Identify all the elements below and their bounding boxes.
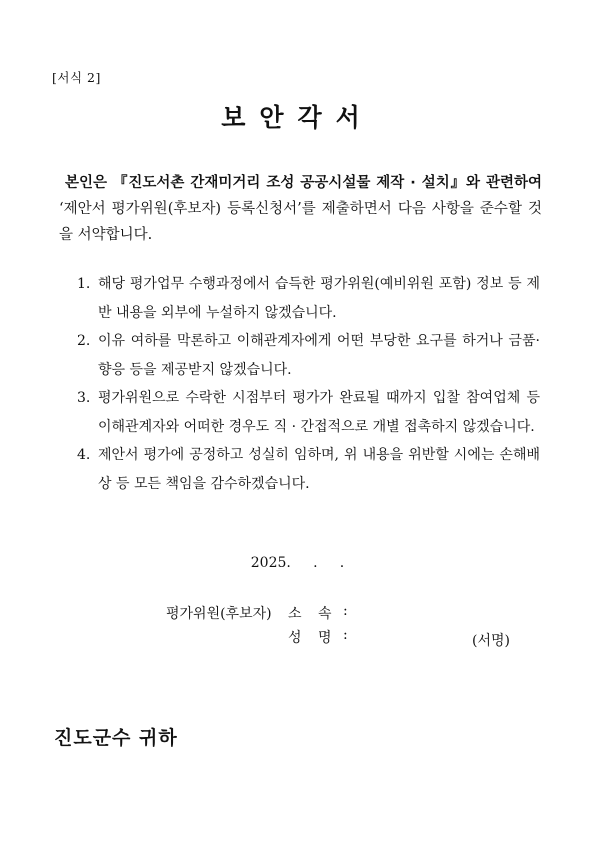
pledge-number: 2.: [77, 333, 91, 349]
pledge-number: 1.: [77, 276, 91, 292]
pledge-text: 평가위원으로 수락한 시점부터 평가가 완료될 때까지 입찰 참여업체 등 이해관계자와 어떠한 경우도 직 · 간접적으로 개별 접촉하지 않겠습니다.: [98, 390, 540, 435]
pledge-item: [77, 327, 540, 384]
intro-bold-text: 본인은 『진도서촌 간재미거리 조성 공공시설물 제작 · 설치』와 관련하여: [65, 175, 542, 191]
pledge-text: 해당 평가업무 수행과정에서 습득한 평가위원(예비위원 포함) 정보 등 제반 내용을 외부에 누설하지 않겠습니다.: [98, 276, 540, 321]
name-colon: :: [343, 627, 348, 643]
pledge-number: 4.: [77, 447, 91, 463]
affiliation-colon: :: [343, 603, 348, 619]
pledge-number: 3.: [77, 390, 91, 406]
name-label: 성 명: [288, 630, 338, 646]
pledge-text: 이유 여하를 막론하고 이해관계자에게 어떤 부당한 요구를 하거나 금품·향응 등을 제공받지 않겠습니다.: [98, 333, 540, 378]
form-label: [서식 2]: [52, 70, 101, 85]
document-title: 보안각서: [221, 103, 374, 132]
date-line: 2025. . .: [250, 555, 345, 571]
intro-text: ‘제안서 평가위원(후보자) 등록신청서’를 제출하면서 다음 사항을 준수할 것을 서약합니다.: [59, 201, 542, 243]
pledge-item: [77, 270, 540, 327]
affiliation-label: 소 속: [288, 606, 338, 622]
signature-mark: (서명): [472, 633, 510, 649]
addressee: 진도군수 귀하: [54, 727, 178, 749]
pledge-list: [77, 270, 540, 498]
pledge-text: 제안서 평가에 공정하고 성실히 임하며, 위 내용을 위반할 시에는 손해배상 등 모든 책임을 감수하겠습니다.: [98, 447, 540, 492]
pledge-item: [77, 441, 540, 498]
pledge-item: [77, 384, 540, 441]
intro-paragraph: [59, 170, 542, 248]
evaluator-role-label: 평가위원(후보자): [166, 606, 272, 622]
